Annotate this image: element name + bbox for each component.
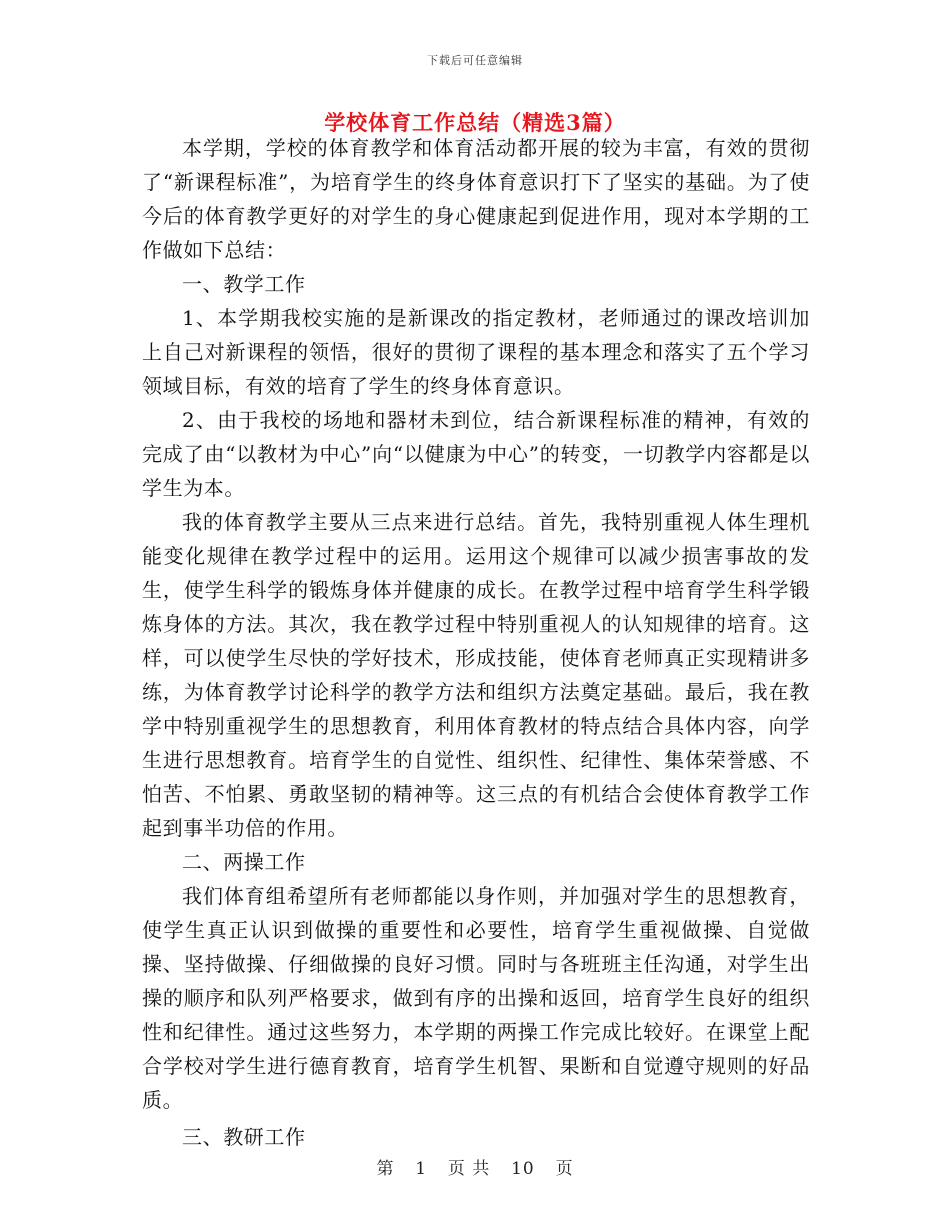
teaching-paragraph-1: 1、本学期我校实施的是新课改的指定教材，老师通过的课改培训加上自己对新课程的领悟，很好的贯彻了课程的基本理念和落实了五个学习领域目标，有效的培育了学生的终身体育意识。: [142, 306, 810, 398]
footer-total-pages: 10: [511, 1159, 535, 1179]
section-heading-research: 三、教研工作: [182, 1125, 306, 1149]
teaching-summary-paragraph: 我的体育教学主要从三点来进行总结。首先，我特别重视人体生理机能变化规律在教学过程中的运用。运用这个规律可以减少损害事故的发生，使学生科学的锻炼身体并健康的成长。在教学过程中培育学生科学锻炼身体的方法。其次，我在教学过程中特别重视人的认知规律的培育。这样，可以使学生尽快的学好技术，形成技能，使体育老师真正实现精讲多练，为体育教学讨论科学的教学方法和组织方法奠定基础。最后，我在教学中特别重视学生的思想教育，利用体育教材的特点结合具体内容，向学生进行思想教育。培育学生的自觉性、组织性、纪律性、集体荣誉感、不怕苦、不怕累、勇敢坚韧的精神等。这三点的有机结合会使体育教学工作起到事半功倍的作用。: [142, 510, 810, 840]
page-footer: [0, 1154, 950, 1179]
exercises-paragraph: 我们体育组希望所有老师都能以身作则，并加强对学生的思想教育，使学生真正认识到做操的重要性和必要性，培育学生重视做操、自觉做操、坚持做操、仔细做操的良好习惯。同时与各班班主任沟通，对学生出操的顺序和队列严格要求，做到有序的出操和返回，培育学生良好的组织性和纪律性。通过这些努力，本学期的两操工作完成比较好。在课堂上配合学校对学生进行德育教育，培育学生机智、果断和自觉遵守规则的好品质。: [142, 884, 810, 1112]
document-title: 学校体育工作总结（精选3篇）: [324, 110, 626, 135]
footer-prefix: 第: [376, 1159, 395, 1179]
intro-paragraph: 本学期，学校的体育教学和体育活动都开展的较为丰富，有效的贯彻了“新课程标准”，为培育学生的终身体育意识打下了坚实的基础。为了使今后的体育教学更好的对学生的身心健康起到促进作用，现对本学期的工作做如下总结：: [142, 136, 810, 262]
section-heading-teaching: 一、教学工作: [182, 272, 306, 296]
page-header: 下载后可任意编辑: [427, 54, 523, 67]
footer-suffix: 页: [555, 1159, 574, 1179]
document-body: [142, 131, 810, 1154]
teaching-paragraph-2: 2、由于我校的场地和器材未到位，结合新课程标准的精神，有效的完成了由“以教材为中心”向“以健康为中心”的转变，一切教学内容都是以学生为本。: [142, 408, 810, 500]
footer-page-number: 1: [415, 1159, 428, 1179]
footer-middle: 页 共: [447, 1159, 491, 1179]
section-heading-exercises: 二、两操工作: [182, 850, 306, 874]
